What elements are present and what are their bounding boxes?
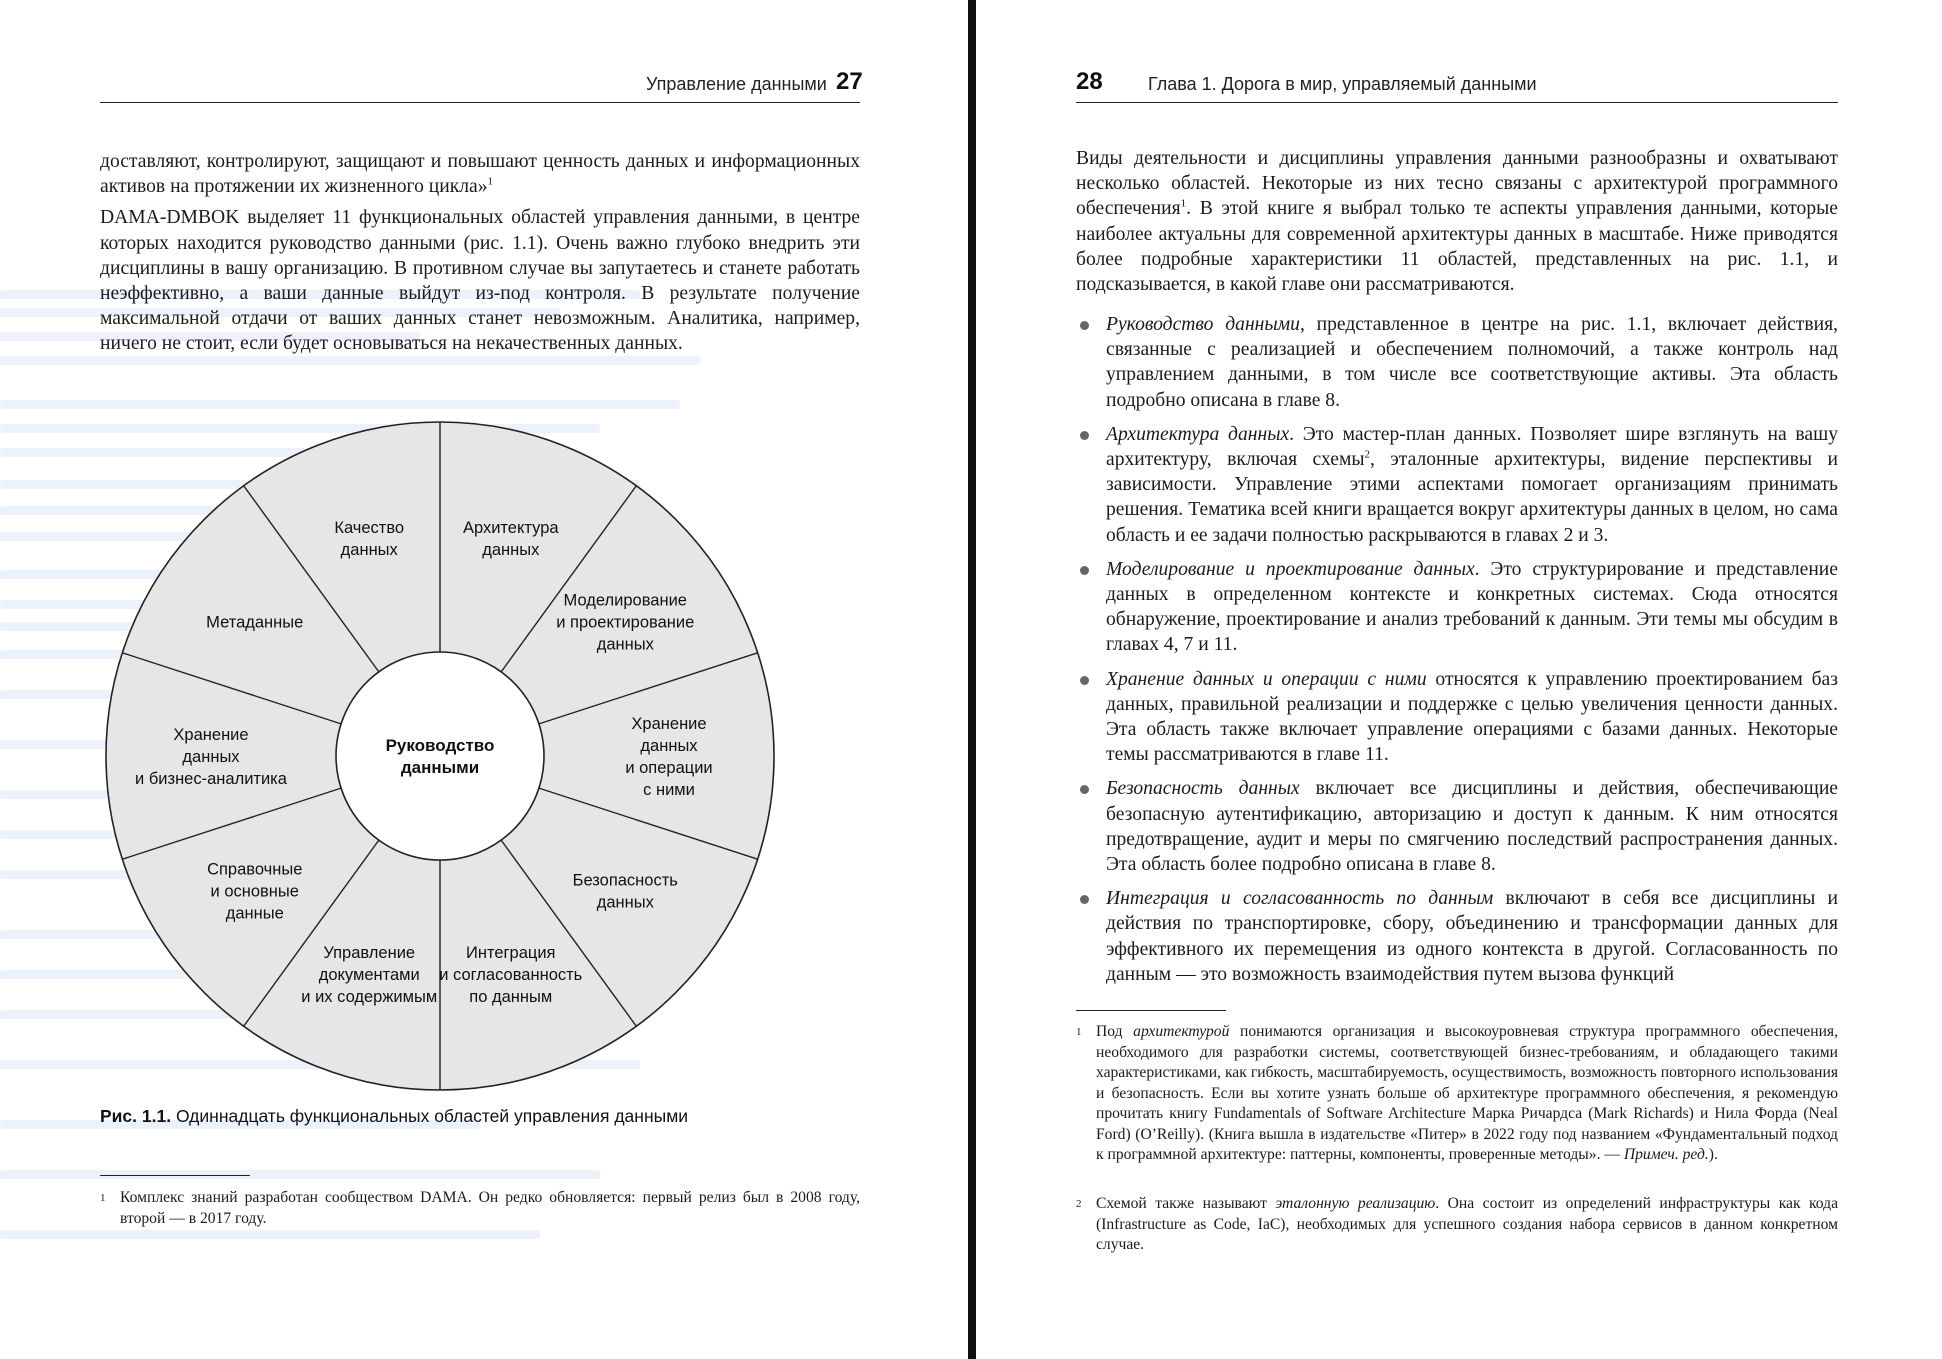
segment-label-line: данных xyxy=(596,893,654,912)
segment-label-line: данных xyxy=(596,635,654,654)
segment-label-line: и основные xyxy=(210,882,299,901)
segment-label-line: Хранение xyxy=(173,726,249,744)
caption-label: Рис. 1.1. xyxy=(100,1106,172,1126)
bullet-icon xyxy=(1080,321,1089,330)
right-intro-paragraph: Виды деятельности и дисциплины управления данными разнообразны и охватывают несколько областей. Некоторые из них тесно связаны с архитектурой программного обеспечения$^1$. В этой книге я выбрал только те аспекты управления данными, которые наиболее актуальны для современной архитектуры данных в масштабе. Ниже приводятся более подробные характеристики 11 областей, представленных на рис. 1.1, и подсказывается, в какой главе они рассматриваются. xyxy=(1076,148,1838,296)
bullet-icon xyxy=(1080,431,1089,440)
footnote-mark: 1 xyxy=(100,1192,106,1204)
bullet-icon xyxy=(1080,895,1089,904)
segment-label-line: данные xyxy=(225,904,284,923)
bullet-icon xyxy=(1080,676,1089,685)
bullet-icon xyxy=(1080,785,1089,794)
list-item: Безопасность данных включает все дисциплины и действия, обеспечивающие безопасную аутентификацию, авторизацию и доступ к данным. К ним относятся предотвращение, аудит и меры по смягчению последствий распространения данных. Эта область более подробно описана в главе 8. xyxy=(1076,776,1838,877)
list-item: Моделирование и проектирование данных. Это структурирование и представление данных в определенном контексте и конкретных системах. Сюда относятся обнаружение, проектирование и анализ требований к данным. Эти темы мы обсудим в главах 4, 7 и 11. xyxy=(1076,557,1838,658)
figure-caption xyxy=(100,1106,860,1127)
segment-label-line: данных xyxy=(482,541,540,560)
left-footnote xyxy=(100,1188,860,1229)
segment-label-line: по данным xyxy=(469,987,553,1006)
footnote-mark: 1 xyxy=(1076,1026,1082,1038)
data-management-wheel xyxy=(102,418,778,1094)
segment-label-line: с ними xyxy=(643,781,695,799)
segment-label-line: Качество xyxy=(334,519,405,538)
segment-label-line: и проектирование xyxy=(556,613,695,632)
list-item: Руководство данными, представленное в центре на рис. 1.1, включает действия, связанные с реализацией и обеспечением полномочий, а также контроль над управлением данными, в том числе все соответствующие активы. Эта область подробно описана в главе 8. xyxy=(1076,312,1838,413)
list-item: Архитектура данных. Это мастер-план данных. Позволяет шире взглянуть на вашу архитектуру, включая схемы$^2$, эталонные архитектуры, видение перспективы и зависимости. Управление этими аспектами помогает организациям принимать решения. Тематика всей книги вращается вокруг архитектуры данных в целом, но сама область и ее задачи полностью раскрываются в главах 2 и 3. xyxy=(1076,422,1838,548)
bleed-line xyxy=(0,1230,540,1239)
segment-label-line: Архитектура xyxy=(462,519,559,538)
left-page-number: 27 xyxy=(836,68,863,95)
right-footnote-1 xyxy=(1076,1022,1838,1166)
list-item: Хранение данных и операции с ними относятся к управлению проектированием баз данных, правильной реализации и поддержке с целью увеличения ценности данных. Эта область также включает управление операциями с базами данных. Некоторые темы рассматриваются в главе 11. xyxy=(1076,667,1838,768)
right-footnote-2 xyxy=(1076,1194,1838,1256)
segment-label-line: Интеграция xyxy=(466,943,556,962)
book-gutter xyxy=(968,0,976,1359)
footnote-text: Схемой также называют эталонную реализацию. Она состоит из определений инфраструктуры как кода (Infrastructure as Code, IaC), необходимых для успешного создания набора сервисов в данном конкретном случае. xyxy=(1096,1195,1838,1253)
bullet-icon xyxy=(1080,566,1089,575)
footnote-text: Комплекс знаний разработан сообществом DAMA. Он редко обновляется: первый релиз был в 2008 году, второй — в 2017 году. xyxy=(120,1189,860,1227)
right-page-number: 28 xyxy=(1076,68,1103,95)
footnote-mark: 2 xyxy=(1076,1198,1082,1210)
segment-label-metadata xyxy=(206,613,303,631)
bleed-line xyxy=(0,1170,600,1179)
footnote-text: Под архитектурой понимаются организация и высокоуровневая структура программного обеспечения, необходимого для разработки системы, соответствующей бизнес-требованиям, и обладающего такими характеристиками, как гибкость, масштабируемость, осуществимость, возможность повторного использования и безопасность. Если вы хотите узнать больше об архитектуре программного обеспечения, я рекомендую прочитать книгу Fundamentals of Software Architecture Марка Ричардса (Mark Richards) и Нила Форда (Neal Ford) (O’Reilly). (Книга вышла в издательстве «Питер» в 2022 году под названием «Фундаментальный подход к программной архитектуре: паттерны, компоненты, проверенные методы». — Примеч. ред.). xyxy=(1096,1023,1838,1163)
segment-label-line: и операции xyxy=(625,759,713,777)
wheel-center xyxy=(336,652,544,860)
center-label-line: данными xyxy=(400,758,480,777)
segment-label-line: Справочные xyxy=(207,860,303,879)
segment-label-line: Безопасность xyxy=(572,871,678,890)
segment-label-line: документами xyxy=(318,965,420,984)
segment-label-line: данных xyxy=(640,737,698,755)
segment-label-line: Моделирование xyxy=(563,591,687,610)
footnote-rule xyxy=(1076,1010,1226,1011)
paragraph: доставляют, контролируют, защищают и повышают ценность данных и информационных активов на протяжении их жизненного цикла»$^1$ xyxy=(100,151,860,198)
segment-label-line: данных xyxy=(340,541,398,560)
left-body-text xyxy=(100,149,860,363)
paragraph: DAMA-DMBOK выделяет 11 функциональных областей управления данными, в центре которых находится руководство данными (рис. 1.1). Очень важно глубоко внедрить эти дисциплины в вашу организацию. В противном случае вы запутаетесь и станете работать неэффективно, а ваши данные выйдут из-под контроля. В результате получение максимальной отдачи от ваших данных станет невозможным. Аналитика, например, ничего не стоит, если будет основываться на некачественных данных. xyxy=(100,207,860,355)
right-running-header xyxy=(1076,66,1838,103)
footnote-rule xyxy=(100,1175,250,1176)
left-running-header xyxy=(100,66,863,103)
left-header-title: Управление данными xyxy=(646,74,827,94)
functional-areas-list xyxy=(1076,312,1838,996)
segment-label-line: данных xyxy=(182,748,240,766)
segment-label-line: Метаданные xyxy=(206,613,304,632)
center-label-line: Руководство xyxy=(385,736,495,755)
caption-text: Одиннадцать функциональных областей управления данными xyxy=(175,1106,689,1126)
bleed-line xyxy=(0,400,680,409)
left-page xyxy=(0,0,968,1359)
right-header-title: Глава 1. Дорога в мир, управляемый данными xyxy=(1148,74,1537,94)
segment-label-line: Управление xyxy=(323,943,416,962)
segment-label-line: и согласованность xyxy=(439,965,583,984)
segment-label-line: и их содержимым xyxy=(301,987,438,1006)
list-item: Интеграция и согласованность по данным включают в себя все дисциплины и действия по транспортировке, сбору, объединению и трансформации данных для эффективного их перемещения из одного контекста в другой. Согласованность по данным — это возможность взаимодействия путем вызова функций xyxy=(1076,886,1838,987)
segment-label-line: и бизнес-аналитика xyxy=(135,770,287,788)
segment-label-line: Хранение xyxy=(631,715,707,733)
